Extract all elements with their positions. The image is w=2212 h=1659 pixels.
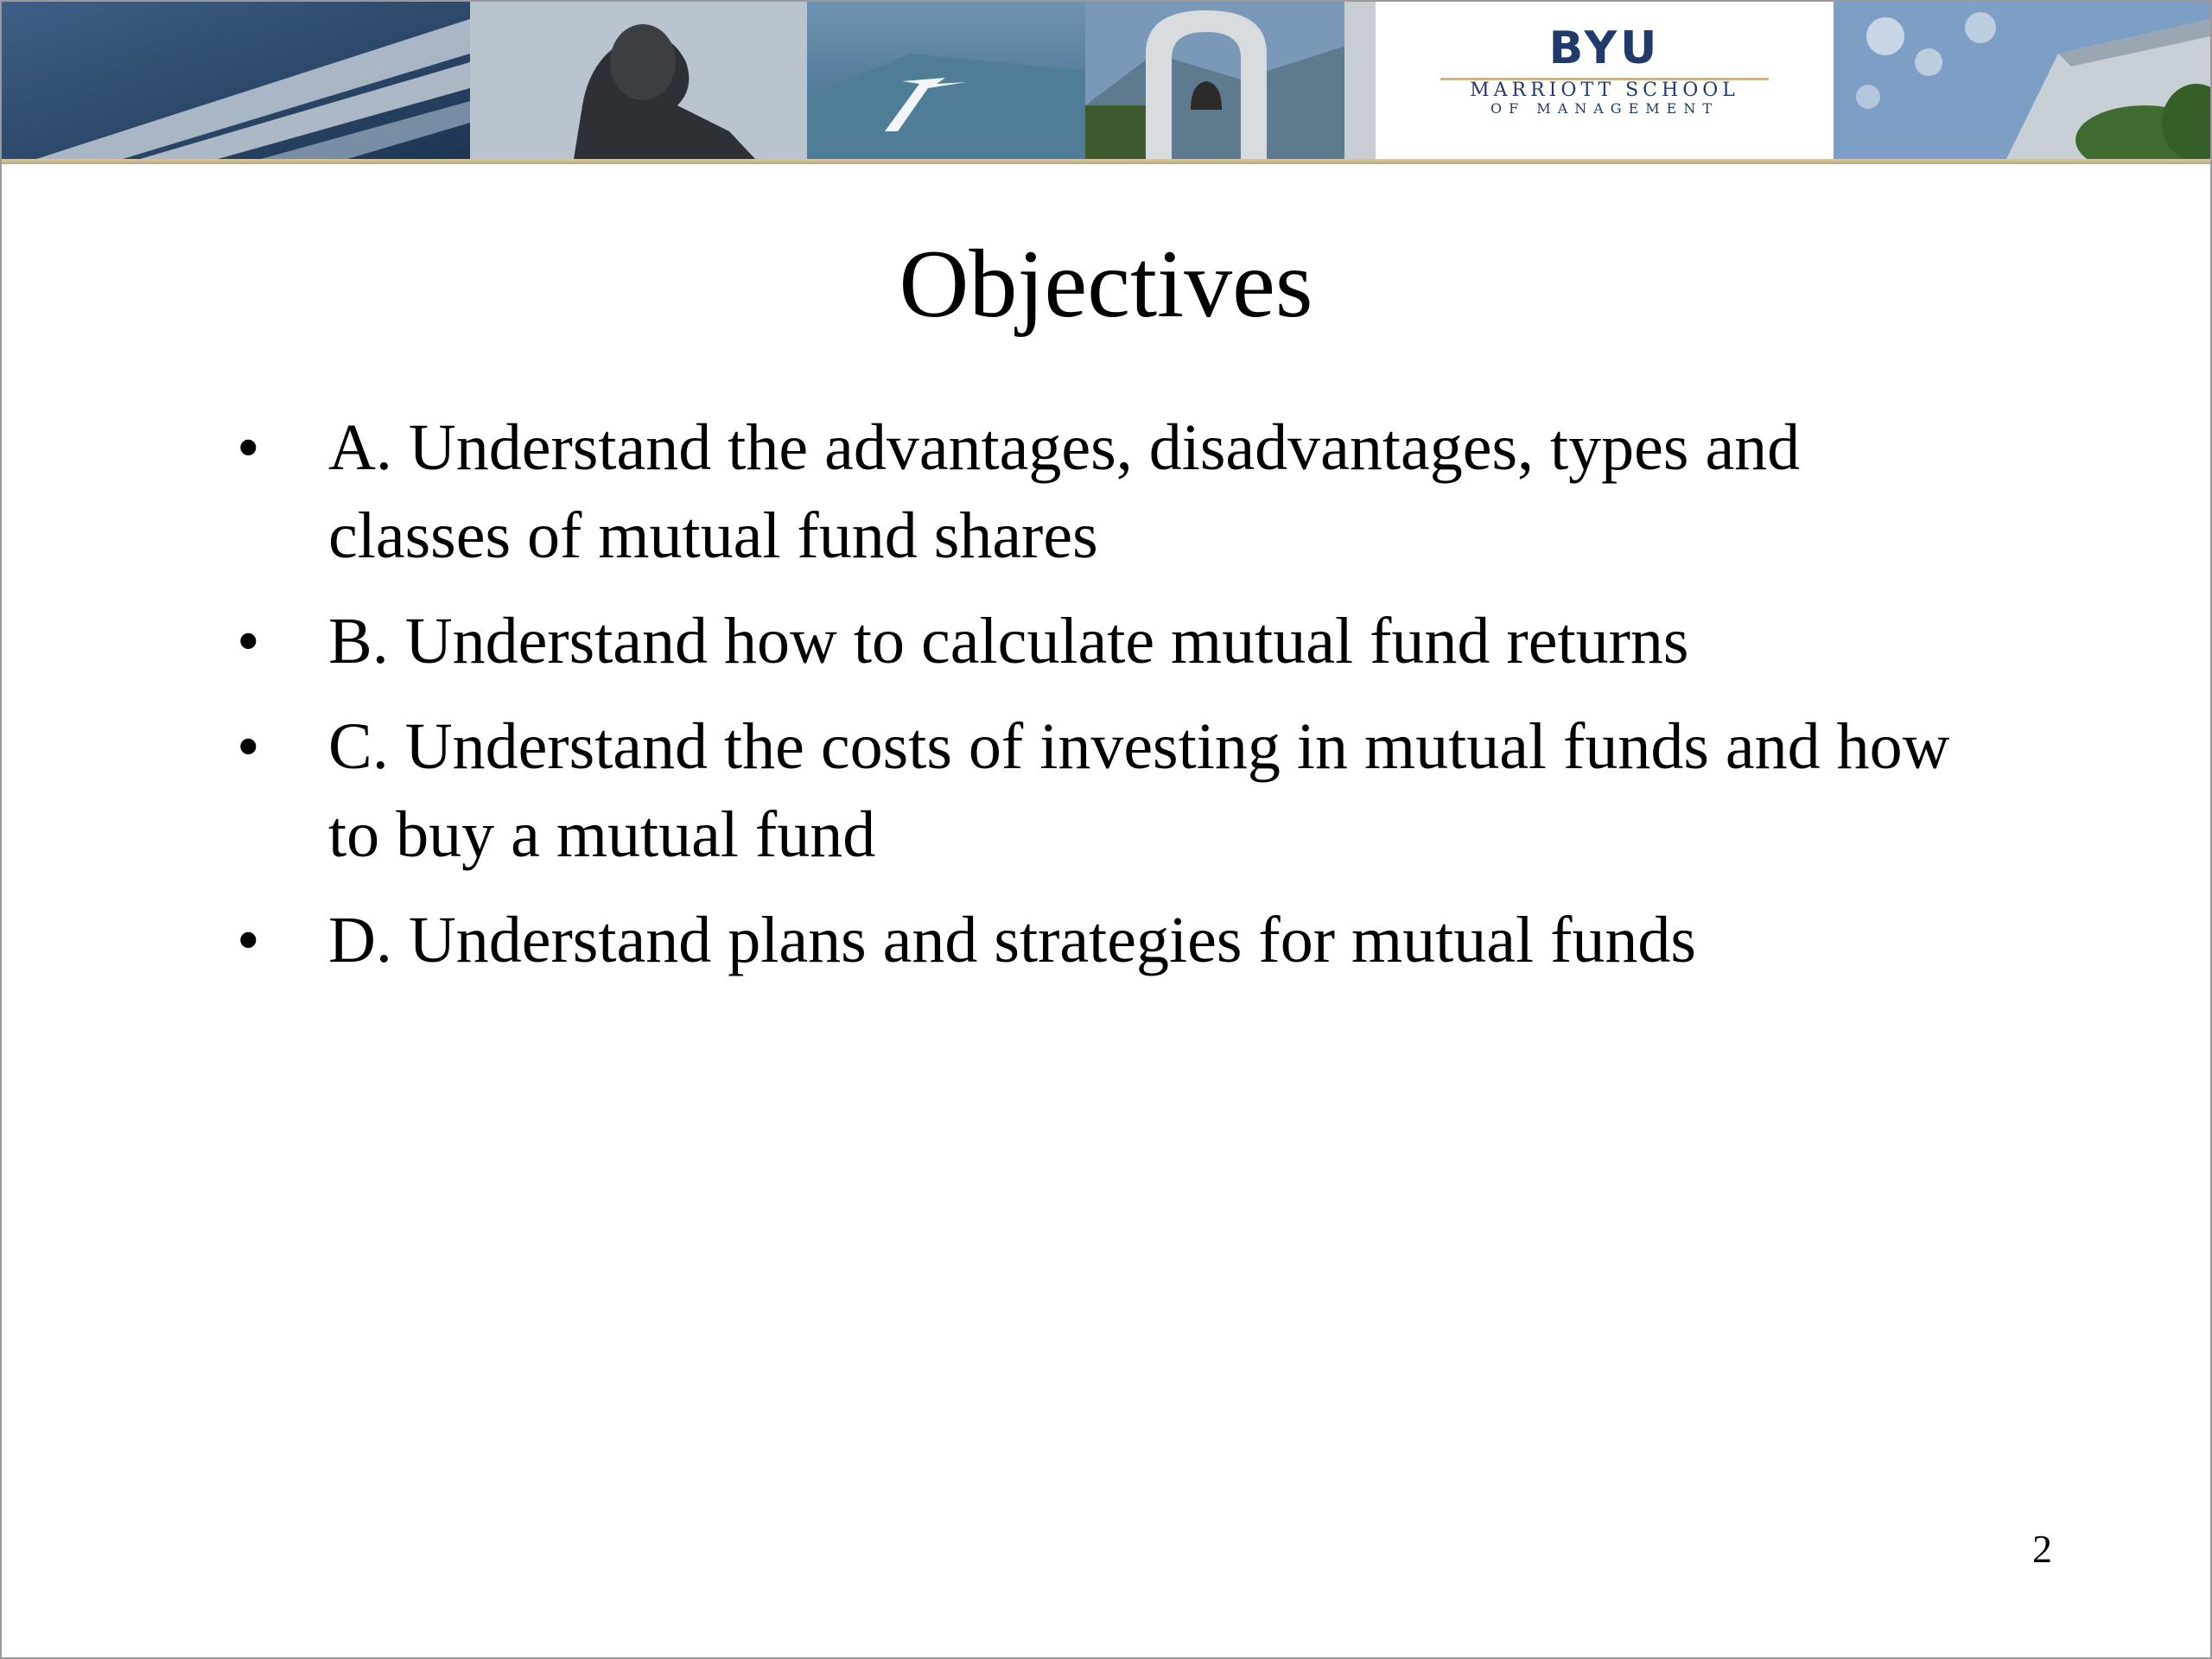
logo-school-name: MARRIOTT SCHOOL: [1470, 79, 1739, 101]
statue-photo: [470, 2, 807, 159]
list-item: [237, 404, 1965, 580]
list-item: [237, 702, 1965, 879]
bullet-icon: •: [237, 411, 260, 484]
bullet-icon: •: [237, 904, 260, 976]
byu-logo: [1376, 2, 1834, 159]
banner-divider: [2, 159, 2210, 164]
building-photo: [2, 2, 470, 159]
bullet-text: B. Understand how to calculate mutual fund returns: [328, 605, 1689, 677]
logo-school-subtitle: OF MANAGEMENT: [1491, 100, 1719, 117]
list-item: [237, 597, 1965, 685]
page-number: 2: [2032, 1527, 2052, 1571]
bullet-icon: •: [237, 605, 260, 677]
list-item: [237, 896, 1965, 984]
objectives-list: [237, 404, 1965, 1001]
logo-wordmark: BYU: [1548, 22, 1661, 74]
bell-tower-photo: [1085, 2, 1376, 159]
header-banner: [2, 2, 2210, 159]
slide-title: Objectives: [899, 231, 1313, 338]
bullet-text: A. Understand the advantages, disadvantages, types and classes of mutual fund shares: [328, 411, 1801, 572]
bullet-icon: •: [237, 710, 260, 783]
bullet-text: C. Understand the costs of investing in mutual funds and how to buy a mutual fund: [328, 710, 1950, 871]
bullet-text: D. Understand plans and strategies for mutual funds: [328, 904, 1696, 976]
mountain-y-photo: [807, 2, 1085, 159]
campus-photo: [1834, 2, 2210, 159]
